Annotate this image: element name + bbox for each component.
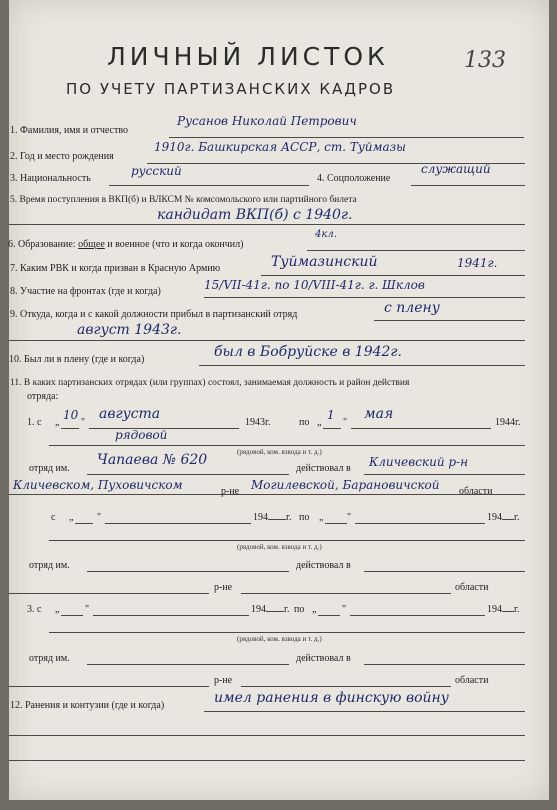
service-3-end-year: 194 г. bbox=[487, 604, 520, 615]
service-1-raion: Кличевский р-н bbox=[369, 455, 469, 469]
deistvoval-label-1: действовал в bbox=[296, 463, 351, 474]
field-7-year: 1941г. bbox=[457, 256, 498, 270]
otryad-label-2: отряд им. bbox=[29, 560, 70, 571]
field-12-label: 12. Ранения и контузии (где и когда) bbox=[10, 700, 165, 711]
field-7-label: 7. Каким РВК и когда призван в Красную Армию bbox=[10, 263, 221, 274]
service-1-raion2: Кличевском, Пуховичском bbox=[13, 478, 183, 492]
service-1-end-month: мая bbox=[364, 406, 394, 422]
rne-label-3: р-не bbox=[214, 675, 233, 686]
deistvoval-label-2: действовал в bbox=[296, 560, 351, 571]
service-1-oblast: Могилевской, Барановичской bbox=[251, 478, 440, 492]
service-1-otryad: Чапаева № 620 bbox=[97, 452, 208, 468]
field-2-value: 1910г. Башкирская АССР, ст. Туймазы bbox=[154, 140, 406, 154]
rne-label-1: р-не bbox=[221, 486, 240, 497]
archive-mark: 133 bbox=[464, 48, 506, 73]
service-1-po: по bbox=[299, 417, 310, 428]
service-3-num: 3. с bbox=[27, 604, 42, 615]
field-10-value: был в Бобруйске в 1942г. bbox=[214, 344, 402, 360]
oblasti-label-3: области bbox=[455, 675, 489, 686]
field-7-value: Туймазинский bbox=[271, 254, 378, 270]
service-1-month: августа bbox=[99, 406, 161, 422]
field-8-value: 15/VII-41г. по 10/VIII-41г. г. Шклов bbox=[204, 278, 425, 292]
field-6-label: 6. Образование: общее и военное (что и когда окончил) bbox=[8, 239, 244, 250]
page-subtitle: ПО УЧЕТУ ПАРТИЗАНСКИХ КАДРОВ bbox=[66, 80, 396, 98]
service-2-year: 194 г. bbox=[253, 512, 292, 523]
service-1-end-day: 1 bbox=[327, 408, 335, 422]
oblasti-label-1: области bbox=[459, 486, 493, 497]
deistvoval-label-3: действовал в bbox=[296, 653, 351, 664]
service-2-end-year: 194 г. bbox=[487, 512, 520, 523]
rne-label-2: р-не bbox=[214, 582, 233, 593]
field-11-label: 11. В каких партизанских отрядах (или группах) состоял, занимаемая должность и район действия bbox=[10, 378, 410, 388]
field-4-label: 4. Соцположение bbox=[317, 173, 391, 184]
field-2-label: 2. Год и место рождения bbox=[10, 151, 114, 162]
field-8-label: 8. Участие на фронтах (где и когда) bbox=[10, 286, 161, 297]
service-1-position: рядовой bbox=[115, 428, 168, 442]
oblasti-label-2: области bbox=[455, 582, 489, 593]
position-hint-3: (рядовой, ком. взвода и т. д.) bbox=[237, 635, 322, 643]
service-1-year: 1943г. bbox=[245, 417, 271, 428]
otryad-label-3: отряд им. bbox=[29, 653, 70, 664]
service-1-num: 1. с bbox=[27, 417, 42, 428]
field-1-label: 1. Фамилия, имя и отчество bbox=[10, 125, 129, 136]
field-3-label: 3. Национальность bbox=[10, 173, 91, 184]
field-1-value: Русанов Николай Петрович bbox=[177, 114, 357, 128]
service-1-end-year: 1944г. bbox=[495, 417, 521, 428]
field-9-label: 9. Откуда, когда и с какой должности прибыл в партизанский отряд bbox=[10, 309, 298, 320]
field-4-value: служащий bbox=[421, 162, 491, 176]
document-sheet: ЛИЧНЫЙ ЛИСТОК ПО УЧЕТУ ПАРТИЗАНСКИХ КАДРОВ 133 1. Фамилия, имя и отчество Русанов Николай Петрович 2. Год и место рождения 1910г. Башкирская АССР, ст. Туймазы 3. Национальность русский 4. Соцположение служащий 5. Время поступления в ВКП(б) и ВЛКСМ № комсомольского или партийного билета кандидат ВКП(б) с 1940г. 6. Образование: общее и военное (что и когда окончил) 4кл. 7. Каким РВК и когда призван в Красную Армию Туймазинский 1941г. 8. Участие на фронтах (где и когда) 15/VII-41г. по 10/VIII-41г. г. Шклов 9. Откуда, когда и с какой должности прибыл в партизанский отряд с плену август 1943г. 10. Был ли в плену (где и когда) был в Бобруйске в 1942г. 11. В каких партизанских отрядах (или группах) состоял, занимаемая должность и район действия отряда: 1. с „ 10 " августа 1943г. по „ 1 " мая 1944г. рядовой (рядовой, ком. взвода и т. д.) отряд им. Чапаева № 620 действовал в Кличевский р-н Кличевском, Пуховичском р-не Могилевской, Барановичской области с „ " 194 г. по „ " 194 г. (рядовой, ком. взвода и т. д.) отряд им. действовал в р-не области 3. с „ " 194 г. по „ " 194 г. (рядовой, ком. взвода и т. д.) отряд им. действовал в р-не области 12. Ранения и контузии (где и когда) имел ранения в финскую войну bbox=[9, 0, 549, 800]
service-3-year: 194 г. bbox=[251, 604, 290, 615]
position-hint-1: (рядовой, ком. взвода и т. д.) bbox=[237, 448, 322, 456]
position-hint-2: (рядовой, ком. взвода и т. д.) bbox=[237, 543, 322, 551]
field-5-value: кандидат ВКП(б) с 1940г. bbox=[157, 207, 353, 223]
field-6-value: 4кл. bbox=[315, 229, 337, 240]
field-11-label-b: отряда: bbox=[27, 391, 59, 402]
service-1-day: 10 bbox=[63, 408, 79, 422]
otryad-label-1: отряд им. bbox=[29, 463, 70, 474]
field-10-label: 10. Был ли в плену (где и когда) bbox=[9, 354, 145, 365]
field-9-value-a: с плену bbox=[384, 300, 440, 316]
field-3-value: русский bbox=[131, 164, 182, 178]
field-12-value: имел ранения в финскую войну bbox=[214, 690, 449, 706]
field-9-value-b: август 1943г. bbox=[77, 322, 182, 338]
field-5-label: 5. Время поступления в ВКП(б) и ВЛКСМ № комсомольского или партийного билета bbox=[10, 195, 357, 205]
page-title: ЛИЧНЫЙ ЛИСТОК bbox=[107, 42, 389, 71]
